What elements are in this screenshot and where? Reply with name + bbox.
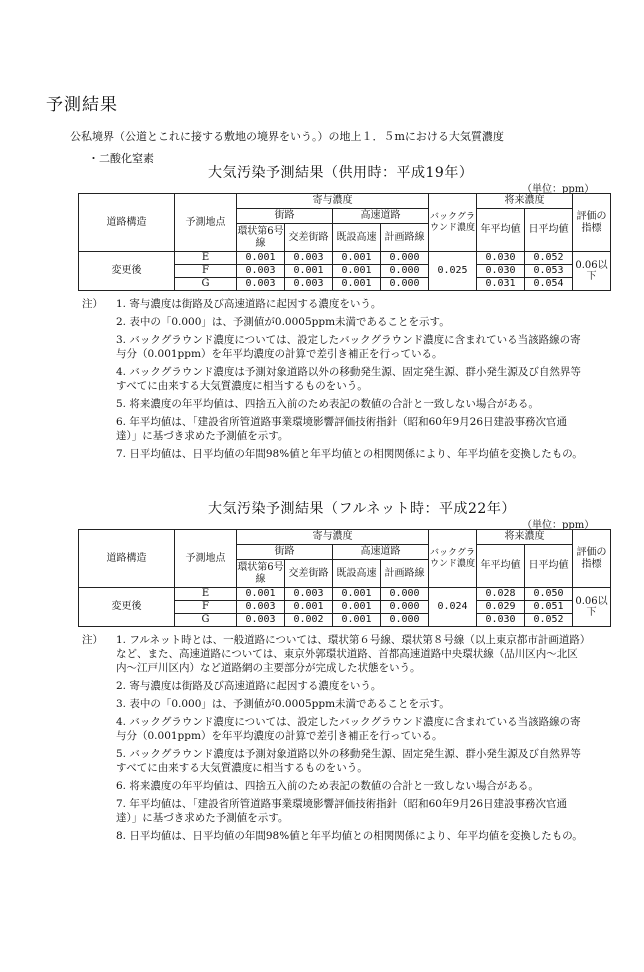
- header-annual-mean: 年平均値: [477, 545, 525, 588]
- value-cell: 0.000: [381, 588, 429, 601]
- background-value: 0.025: [429, 252, 477, 291]
- note-item: [82, 397, 586, 411]
- note-text: 7. 年平均値は、「建設省所管道路事業環境影響評価技術指針（昭和60年9月26日建設事務次官通達）」に基づき求めた予測値を示す。: [116, 798, 568, 824]
- value-cell: 0.000: [381, 614, 429, 627]
- header-kanjo6: 環状第6号線: [237, 560, 285, 588]
- intro-text: 公私境界（公道とこれに接する敷地の境界をいう。）の地上１．５mにおける大気質濃度: [70, 130, 504, 143]
- note-item: [82, 697, 586, 711]
- point-cell: E: [175, 252, 237, 265]
- value-cell: 0.053: [525, 265, 573, 278]
- note-text: 8. 日平均値は、日平均値の年間98%値と年平均値との相関関係により、年平均値を変換したもの。: [116, 830, 583, 842]
- value-cell: 0.000: [381, 601, 429, 614]
- header-annual-mean: 年平均値: [477, 209, 525, 252]
- value-cell: 0.001: [333, 252, 381, 265]
- value-cell: 0.001: [237, 588, 285, 601]
- header-street: 街路: [237, 209, 333, 224]
- note-item: [82, 447, 586, 461]
- unit-label: （単位：ppm）: [522, 520, 595, 531]
- note-item: [82, 333, 586, 361]
- note-item: [82, 715, 586, 743]
- note-text: 5. 将来濃度の年平均値は、四捨五入前のため表記の数値の合計と一致しない場合がある。: [116, 398, 539, 410]
- value-cell: 0.031: [477, 278, 525, 291]
- note-text: 3. バックグラウンド濃度については、設定したバックグラウンド濃度に含まれている当該路線の寄与分（0.001ppm）を年平均濃度の計算で差引き補正を行っている。: [116, 334, 581, 360]
- header-street: 街路: [237, 545, 333, 560]
- note-text: 6. 年平均値は、「建設省所管道路事業環境影響評価技術指針（昭和60年9月26日建設事務次官通達）」に基づき求めた予測値を示す。: [116, 416, 568, 442]
- header-road-structure: 道路構造: [79, 530, 175, 588]
- value-cell: 0.001: [285, 265, 333, 278]
- header-kanjo6: 環状第6号線: [237, 224, 285, 252]
- header-future: 将来濃度: [477, 530, 573, 545]
- header-contribution: 寄与濃度: [237, 194, 429, 209]
- value-cell: 0.003: [237, 278, 285, 291]
- header-kisetsu: 既設高速: [333, 560, 381, 588]
- value-cell: 0.000: [381, 278, 429, 291]
- note-text: 4. バックグラウンド濃度については、設定したバックグラウンド濃度に含まれている当該路線の寄与分（0.001ppm）を年平均濃度の計算で差引き補正を行っている。: [116, 716, 581, 742]
- point-cell: F: [175, 265, 237, 278]
- header-keikaku: 計画路線: [381, 560, 429, 588]
- substance-label: ・二酸化窒素: [88, 152, 154, 165]
- notes-block-2: [82, 633, 586, 847]
- value-cell: 0.000: [381, 265, 429, 278]
- value-cell: 0.030: [477, 614, 525, 627]
- point-cell: G: [175, 278, 237, 291]
- value-cell: 0.001: [237, 252, 285, 265]
- value-cell: 0.030: [477, 252, 525, 265]
- note-text: 6. 将来濃度の年平均値は、四捨五入前のため表記の数値の合計と一致しない場合がある。: [116, 780, 539, 792]
- value-cell: 0.029: [477, 601, 525, 614]
- notes-lead: 注）: [82, 634, 103, 646]
- value-cell: 0.052: [525, 252, 573, 265]
- note-text: 1. フルネット時とは、一般道路については、環状第６号線、環状第８号線（以上東京都市計画道路）など、また、高速道路については、東京外郭環状道路、首都高速道路中央環状線（品川区内～北区内～江戸川区内）など道路網の主要部分が完成した状態をいう。: [116, 634, 586, 674]
- header-future: 将来濃度: [477, 194, 573, 209]
- value-cell: 0.051: [525, 601, 573, 614]
- value-cell: 0.052: [525, 614, 573, 627]
- header-keikaku: 計画路線: [381, 224, 429, 252]
- note-item: [82, 797, 586, 825]
- value-cell: 0.001: [333, 588, 381, 601]
- header-daily-value: 日平均値: [525, 209, 573, 252]
- value-cell: 0.050: [525, 588, 573, 601]
- header-prediction-point: 予測地点: [175, 194, 237, 252]
- note-item: [82, 315, 586, 329]
- header-expressway: 高速道路: [333, 545, 429, 560]
- note-item: [82, 415, 586, 443]
- value-cell: 0.054: [525, 278, 573, 291]
- value-cell: 0.001: [285, 601, 333, 614]
- value-cell: 0.002: [285, 614, 333, 627]
- table-title: 大気汚染予測結果（供用時：平成19年）: [208, 165, 474, 181]
- value-cell: 0.028: [477, 588, 525, 601]
- value-cell: 0.003: [285, 278, 333, 291]
- header-kosa: 交差街路: [285, 560, 333, 588]
- background-value: 0.024: [429, 588, 477, 627]
- point-cell: E: [175, 588, 237, 601]
- table-title: 大気汚染予測結果（フルネット時：平成22年）: [208, 501, 516, 517]
- value-cell: 0.003: [237, 265, 285, 278]
- header-evaluation-index: 評価の指標: [573, 530, 611, 588]
- value-cell: 0.030: [477, 265, 525, 278]
- header-kisetsu: 既設高速: [333, 224, 381, 252]
- road-type-cell: 変更後: [79, 588, 175, 627]
- unit-label: （単位：ppm）: [522, 184, 595, 195]
- note-text: 1. 寄与濃度は街路及び高速道路に起因する濃度をいう。: [116, 298, 382, 310]
- note-item: [82, 365, 586, 393]
- note-text: 2. 表中の「0.000」は、予測値が0.0005ppm未満であることを示す。: [116, 316, 450, 328]
- header-expressway: 高速道路: [333, 209, 429, 224]
- header-road-structure: 道路構造: [79, 194, 175, 252]
- notes-block-1: [82, 297, 586, 465]
- value-cell: 0.001: [333, 278, 381, 291]
- road-type-cell: 変更後: [79, 252, 175, 291]
- value-cell: 0.003: [237, 614, 285, 627]
- point-cell: G: [175, 614, 237, 627]
- evaluation-index-value: 0.06以下: [573, 588, 611, 627]
- results-table-1: [78, 193, 611, 291]
- header-background: バックグラウンド濃度: [429, 530, 477, 588]
- value-cell: 0.001: [333, 265, 381, 278]
- value-cell: 0.003: [285, 252, 333, 265]
- header-kosa: 交差街路: [285, 224, 333, 252]
- value-cell: 0.000: [381, 252, 429, 265]
- page-heading: 予測結果: [46, 95, 118, 115]
- note-text: 3. 表中の「0.000」は、予測値が0.0005ppm未満であることを示す。: [116, 698, 450, 710]
- header-background: バックグラウンド濃度: [429, 194, 477, 252]
- header-contribution: 寄与濃度: [237, 530, 429, 545]
- header-evaluation-index: 評価の指標: [573, 194, 611, 252]
- notes-lead: 注）: [82, 298, 103, 310]
- header-daily-value: 日平均値: [525, 545, 573, 588]
- note-item: [82, 297, 586, 311]
- note-text: 4. バックグラウンド濃度は予測対象道路以外の移動発生源、固定発生源、群小発生源及び自然界等すべてに由来する大気質濃度に相当するものをいう。: [116, 366, 581, 392]
- point-cell: F: [175, 601, 237, 614]
- header-prediction-point: 予測地点: [175, 530, 237, 588]
- note-item: [82, 633, 586, 675]
- note-item: [82, 679, 586, 693]
- results-table-2: [78, 529, 611, 627]
- value-cell: 0.003: [285, 588, 333, 601]
- note-text: 7. 日平均値は、日平均値の年間98%値と年平均値との相関関係により、年平均値を変換したもの。: [116, 448, 583, 460]
- note-item: [82, 779, 586, 793]
- value-cell: 0.001: [333, 601, 381, 614]
- note-item: [82, 829, 586, 843]
- note-text: 2. 寄与濃度は街路及び高速道路に起因する濃度をいう。: [116, 680, 382, 692]
- value-cell: 0.003: [237, 601, 285, 614]
- note-item: [82, 747, 586, 775]
- note-text: 5. バックグラウンド濃度は予測対象道路以外の移動発生源、固定発生源、群小発生源及び自然界等すべてに由来する大気質濃度に相当するものをいう。: [116, 748, 581, 774]
- value-cell: 0.001: [333, 614, 381, 627]
- evaluation-index-value: 0.06以下: [573, 252, 611, 291]
